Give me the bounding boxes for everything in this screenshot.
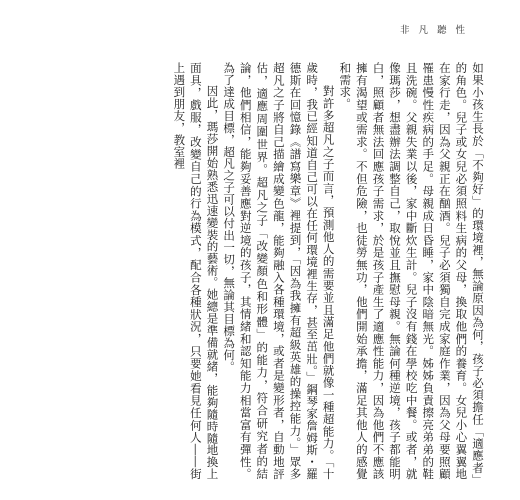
body-text	[34, 62, 486, 480]
paragraph: 如果小孩生長於「不夠好」的環境裡，無論原因為何，孩子必須擔任「適應者」的角色。兒子或女兒必須照料生病的父母，換取他們的養育。女兒小心翼翼地在家行走，因為父親正在酗酒。兒子必須獨自完成家庭作業，因為父母要照顧罹患慢性疾病的手足。母親成日昏睡，家中陰暗無光。姊姊負責擦亮弟弟的鞋且洗碗。父親失業以後，家中斷炊生計。兒子沒有錢在學校吃中餐。或者，就像瑪莎，想盡辦法調整自己，取悅並且撫慰母親。無論何種逆境，孩子都能明白，照顧者無法回應孩子需求，於是孩子產生了適應性能力，因為他們不應該擁有渴望或需求。不但危險，也徒勞無功，他們開始承擔，滿足其他人的感覺和需求。	[338, 62, 485, 480]
running-head: 非 凡 聽 性	[399, 25, 468, 36]
paragraph: 對許多超凡之子而言，預測他人的需要並且滿足他們就像一種超能力。「十歲時，我已經知道自己可以在任何環境裡生存，甚至茁壯。」鋼琴家詹姆斯・羅德斯在回憶錄《譜寫樂章》裡提到，「因為我擁有超級英雄的操控能力。」眾多超凡之子將自己描繪成變色龍，能夠融入各種環境，或者是變形者，自動地評估，適應周圍世界。超凡之子「改變顏色和形體」的能力，符合研究者的結論，他們相信，能夠妥善應對逆境的孩子，其情緒和認知能力相當富有彈性。為了達成目標，超凡之子可以付出一切，無論其目標為何。	[222, 62, 336, 480]
paragraph: 因此，瑪莎開始熟悉迅速變裝的藝術。她總是準備就緒，能夠隨時隨地換上面具，戲服，改變自己的行為模式，配合各種狀況，只要她看見任何人――街上遇到朋友，教室裡	[172, 62, 220, 480]
